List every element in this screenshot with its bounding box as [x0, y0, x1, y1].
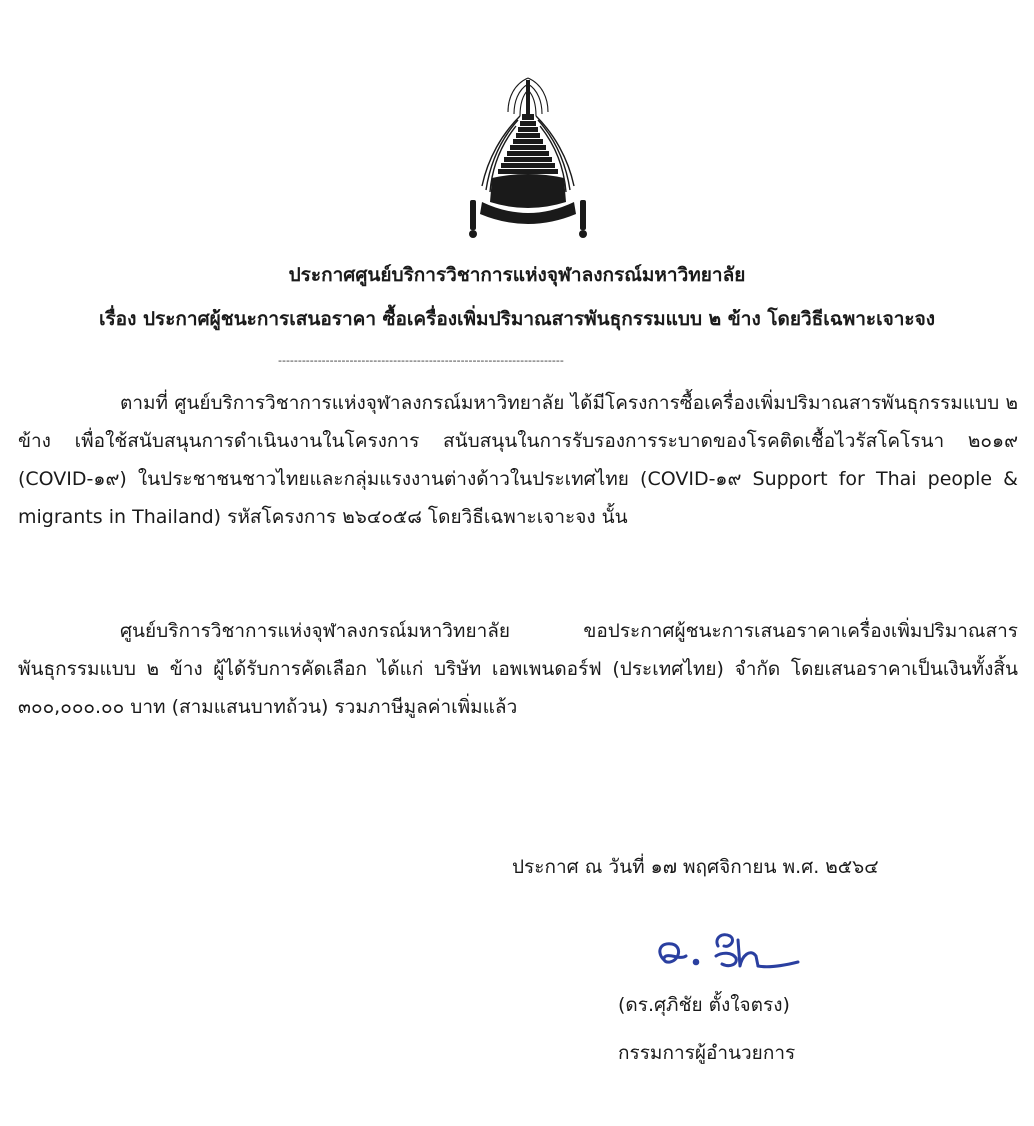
announcement-subject: เรื่อง ประกาศผู้ชนะการเสนอราคา ซื้อเครื่องเพิ่มปริมาณสารพันธุกรรมแบบ ๒ ข้าง โดยวิธีเฉพาะเจาะจง	[98, 308, 936, 330]
announcement-date: ประกาศ ณ วันที่ ๑๗ พฤศจิกายน พ.ศ. ๒๕๖๔	[512, 856, 879, 878]
signer-name: (ดร.ศุภิชัย ตั้งใจตรง)	[618, 994, 790, 1016]
signer-position: กรรมการผู้อำนวยการ	[618, 1042, 796, 1064]
separator-line: ------------------------------------------------------------------------	[278, 354, 564, 367]
chulalongkorn-emblem-icon	[462, 74, 594, 246]
paragraph-project-text: ตามที่ ศูนย์บริการวิชาการแห่งจุฬาลงกรณ์มหาวิทยาลัย ได้มีโครงการซื้อเครื่องเพิ่มปริมาณสารพันธุกรรมแบบ ๒ ข้าง เพื่อใช้สนับสนุนการดำเนินงานในโครงการ สนับสนุนในการรับรองการระบาดของโรคติดเชื้อไวรัสโคโรนา ๒๐๑๙ (COVID-๑๙) ในประชาชนชาวไทยและกลุ่มแรงงานต่างด้าวในประเทศไทย (COVID-๑๙ Support for Thai people & migrants in Thailand) รหัสโครงการ ๒๖๔๐๕๘ โดยวิธีเฉพาะเจาะจง นั้น	[18, 392, 1018, 528]
paragraph-project	[18, 384, 1018, 536]
handwritten-signature-icon	[650, 926, 810, 982]
announcement-title: ประกาศศูนย์บริการวิชาการแห่งจุฬาลงกรณ์มหาวิทยาลัย	[288, 264, 746, 286]
paragraph-winner	[18, 612, 1018, 726]
paragraph-winner-text: ศูนย์บริการวิชาการแห่งจุฬาลงกรณ์มหาวิทยาลัย ขอประกาศผู้ชนะการเสนอราคาเครื่องเพิ่มปริมาณสารพันธุกรรมแบบ ๒ ข้าง ผู้ได้รับการคัดเลือก ได้แก่ บริษัท เอพเพนดอร์ฟ (ประเทศไทย) จำกัด โดยเสนอราคาเป็นเงินทั้งสิ้น ๓๐๐,๐๐๐.๐๐ บาท (สามแสนบาทถ้วน) รวมภาษีมูลค่าเพิ่มแล้ว	[18, 620, 1018, 718]
